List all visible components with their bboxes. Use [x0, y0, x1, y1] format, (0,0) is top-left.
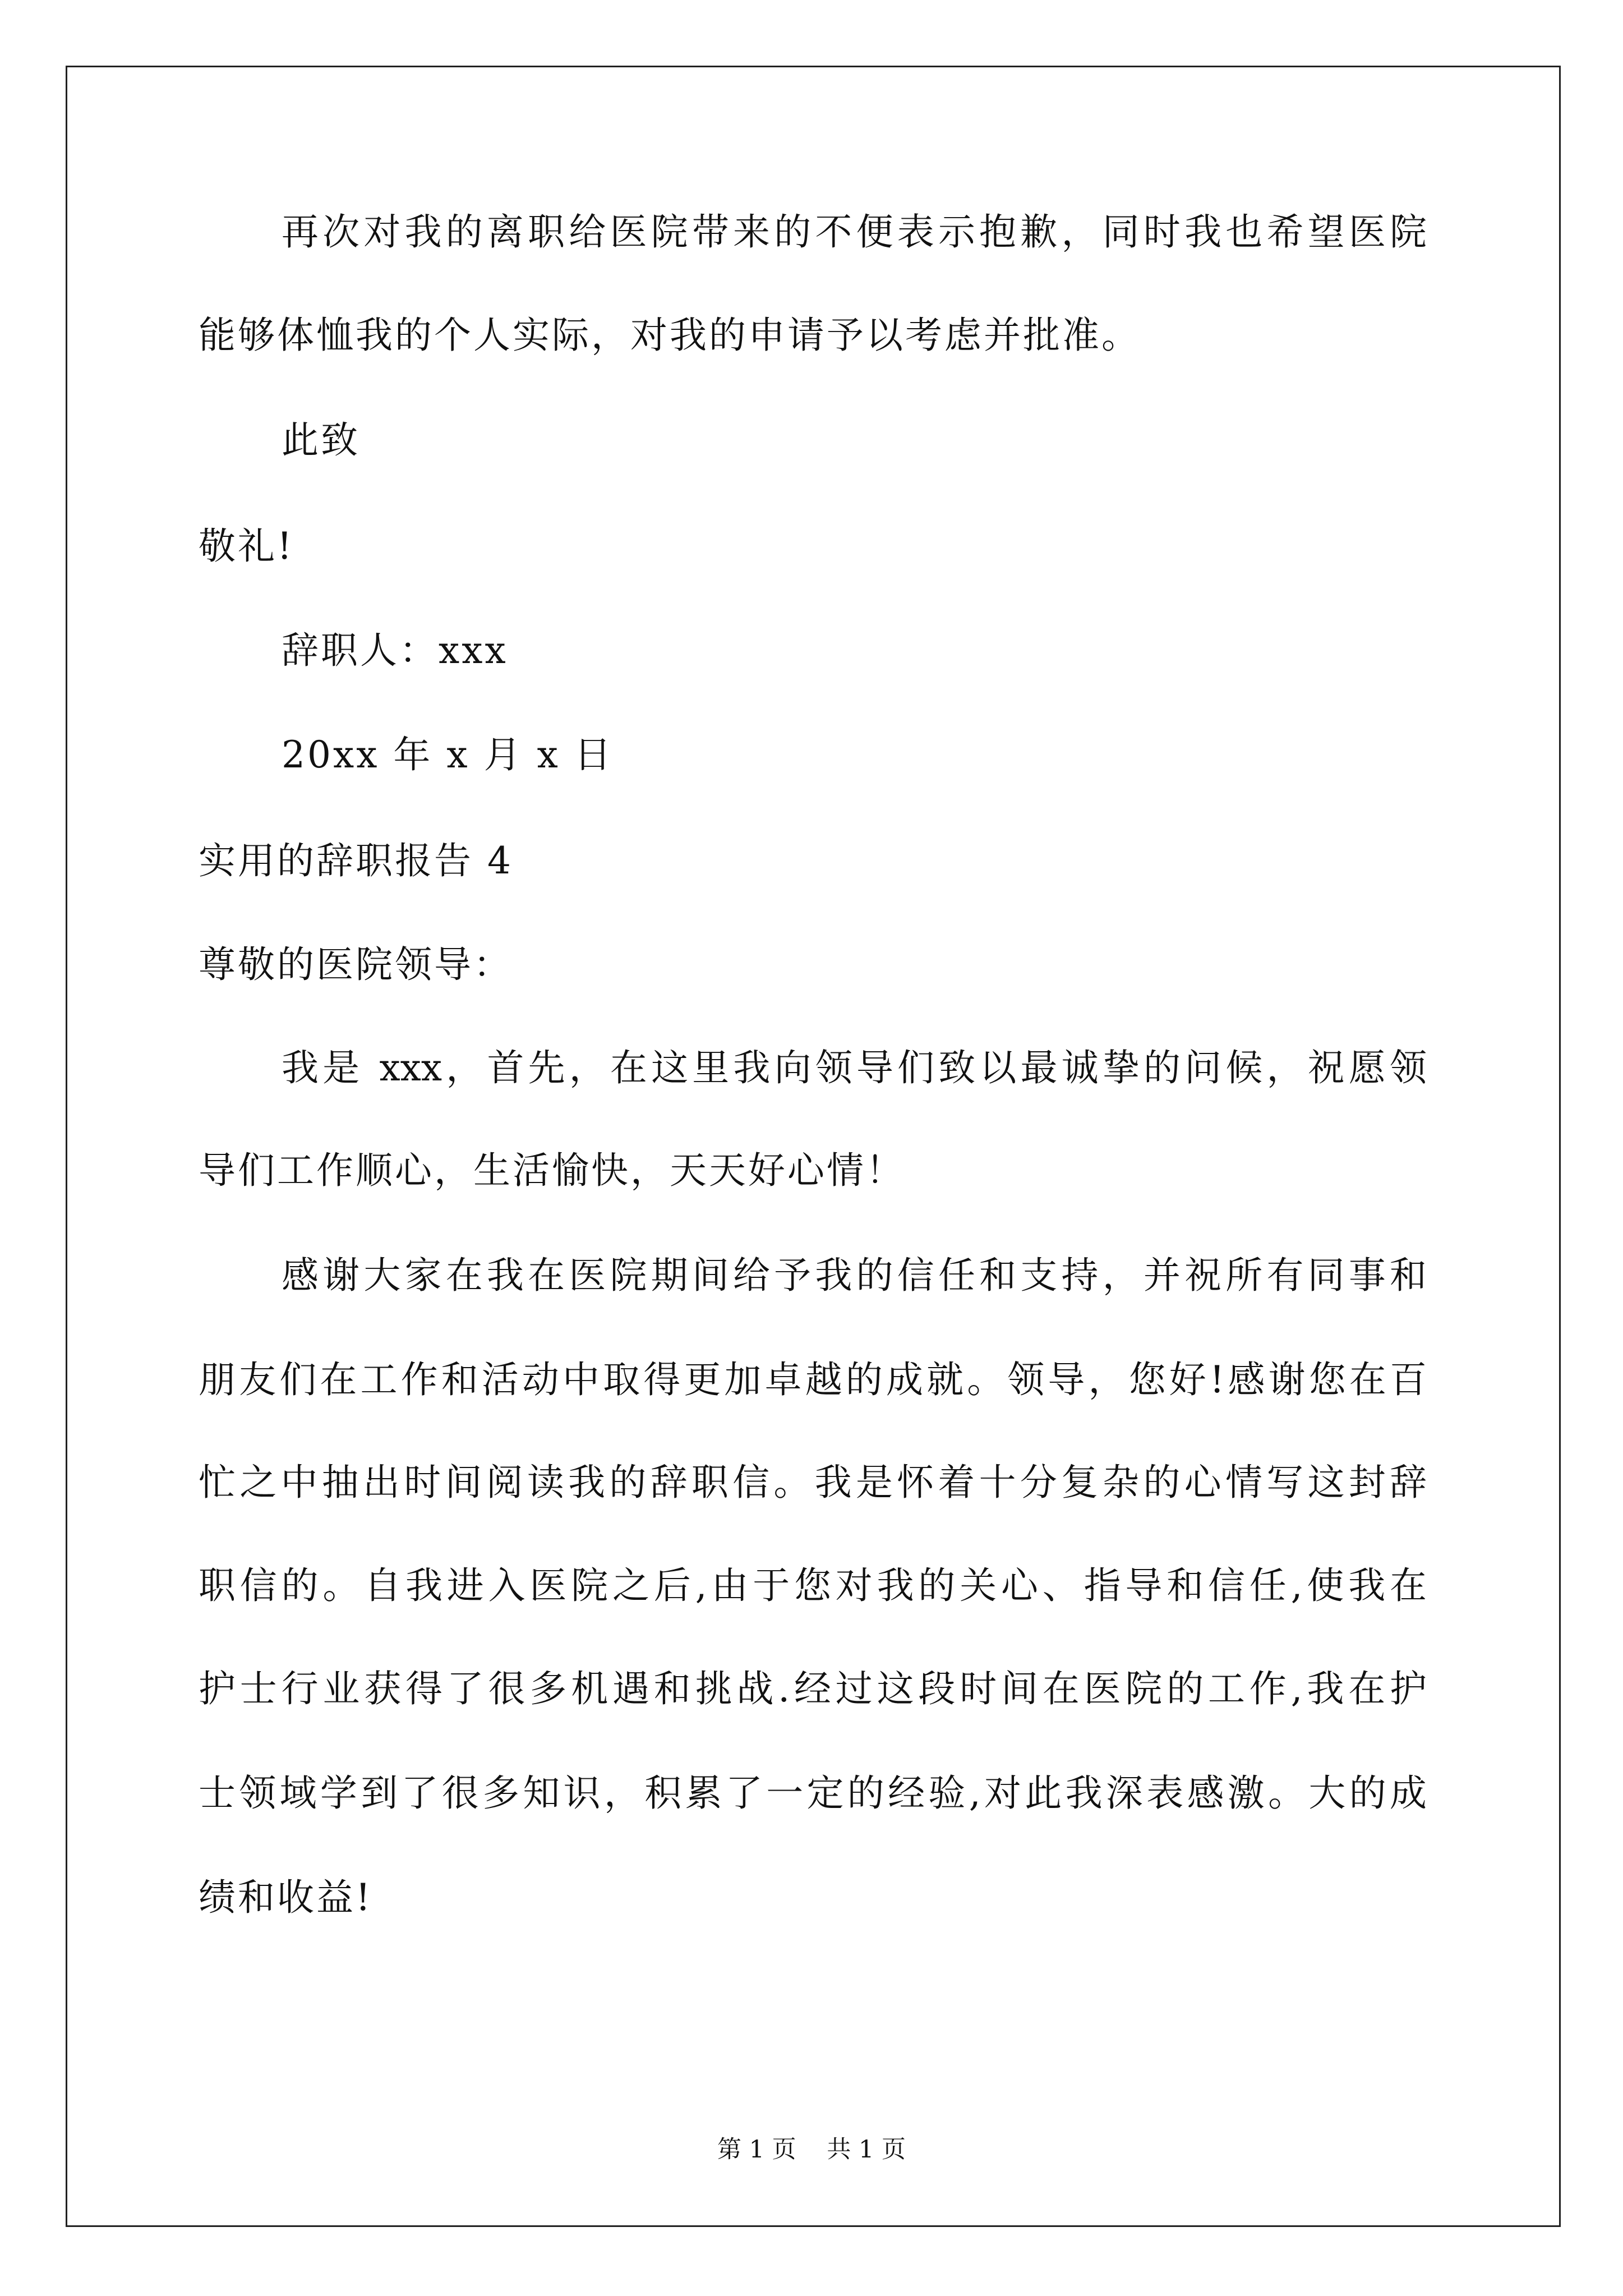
paragraph-thanks-line-7: 绩和收益!: [199, 1876, 373, 1919]
paragraph-apology-line-2: 能够体恤我的个人实际，对我的申请予以考虑并批准。: [199, 314, 1141, 357]
paragraph-intro-line-2: 导们工作顺心，生活愉快，天天好心情！: [199, 1149, 905, 1192]
signature-name: 辞职人：xxx: [282, 629, 508, 672]
paragraph-thanks-line-2: 朋友们在工作和活动中取得更加卓越的成就。领导，您好!感谢您在百: [199, 1358, 1427, 1401]
closing-regards: 敬礼!: [199, 524, 294, 568]
paragraph-thanks-line-1: 感谢大家在我在医院期间给予我的信任和支持，并祝所有同事和: [282, 1254, 1427, 1297]
paragraph-thanks-line-6: 士领域学到了很多知识，积累了一定的经验,对此我深表感激。大的成: [199, 1772, 1427, 1815]
paragraph-intro-line-1: 我是 xxx，首先，在这里我向领导们致以最诚挚的问候，祝愿领: [282, 1046, 1427, 1089]
paragraph-thanks-line-3: 忙之中抽出时间阅读我的辞职信。我是怀着十分复杂的心情写这封辞: [199, 1461, 1427, 1504]
paragraph-thanks-line-5: 护士行业获得了很多机遇和挑战.经过这段时间在医院的工作,我在护: [199, 1667, 1427, 1710]
signature-date: 20xx 年 x 月 x 日: [282, 733, 614, 776]
letter-greeting: 尊敬的医院领导：: [199, 943, 513, 986]
paragraph-apology-line-1: 再次对我的离职给医院带来的不便表示抱歉，同时我也希望医院: [282, 210, 1427, 254]
closing-salutation: 此致: [282, 418, 360, 462]
section-title: 实用的辞职报告 4: [199, 839, 513, 882]
paragraph-thanks-line-4: 职信的。自我进入医院之后,由于您对我的关心、指导和信任,使我在: [199, 1564, 1427, 1607]
page-number-footer: 第 1 页 共 1 页: [717, 2136, 906, 2164]
